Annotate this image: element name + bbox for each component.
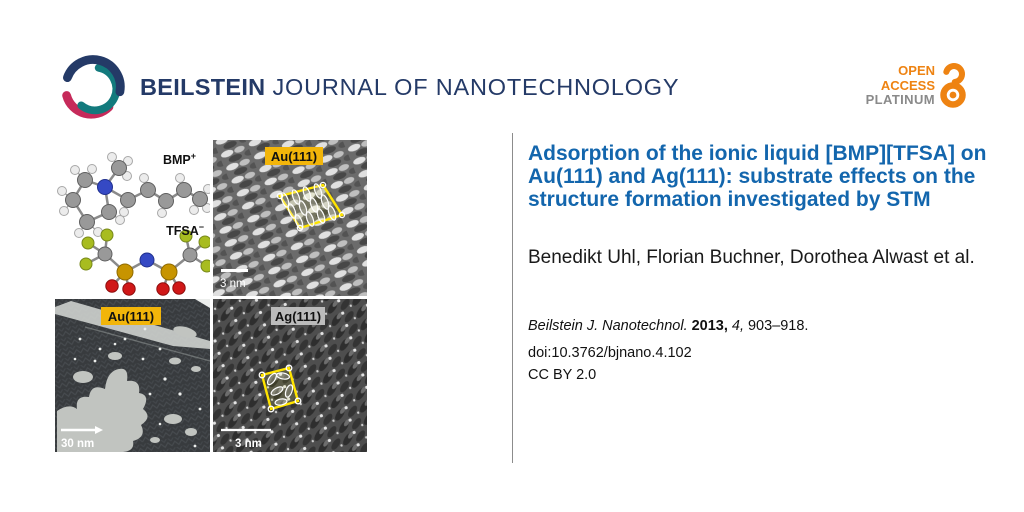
cation-charge: + <box>190 151 196 161</box>
article-license: CC BY 2.0 <box>528 367 597 383</box>
stm-label-au-overview <box>101 307 161 325</box>
vertical-divider <box>512 133 513 463</box>
open-access-line1: OPEN <box>898 63 935 78</box>
open-access-line2: ACCESS <box>880 77 935 93</box>
svg-text:3 nm: 3 nm <box>220 278 246 290</box>
cation-label <box>163 151 196 167</box>
cation-name: BMP <box>162 153 191 168</box>
citation-journal: Beilstein J. Nanotechnol. <box>528 318 688 334</box>
svg-text:Ag(111): Ag(111) <box>274 309 322 324</box>
article-doi: doi:10.3762/bjnano.4.102 <box>528 345 692 361</box>
panel-molecules <box>55 140 210 296</box>
article-title: Adsorption of the ionic liquid [BMP][TFSA] on Au(111) and Ag(111): substrate effects on the structure formation investigated by STM <box>528 142 987 211</box>
tfsa-anion-model <box>80 229 210 295</box>
open-access-lock-icon <box>938 61 968 109</box>
open-access-badge <box>815 64 935 108</box>
panel-stm-au-overview <box>55 299 210 452</box>
stm-label-ag-ordered <box>271 307 325 325</box>
journal-name-brand: BEILSTEIN <box>140 74 266 100</box>
svg-text:Au(111): Au(111) <box>107 309 155 324</box>
citation-year: 2013, <box>691 318 728 334</box>
anion-charge: − <box>198 222 204 232</box>
article-citation <box>528 318 812 334</box>
anion-name: TFSA <box>166 224 199 239</box>
anion-label <box>166 222 204 238</box>
journal-name <box>140 74 679 101</box>
panel-stm-ag-ordered <box>213 299 367 452</box>
panel-stm-au-ordered <box>213 140 367 296</box>
citation-volume: 4, <box>731 318 744 334</box>
beilstein-swirl-logo-icon <box>56 50 130 124</box>
open-access-line3: PLATINUM <box>865 92 935 107</box>
stm-label-au-ordered <box>265 147 323 165</box>
graphical-abstract-figure <box>55 140 367 452</box>
svg-text:30 nm: 30 nm <box>61 438 95 450</box>
svg-text:3 nm: 3 nm <box>235 438 262 450</box>
article-authors: Benedikt Uhl, Florian Buchner, Dorothea Alwast et al. <box>528 247 975 268</box>
svg-text:Au(111): Au(111) <box>270 149 318 164</box>
journal-name-rest: JOURNAL OF NANOTECHNOLOGY <box>272 74 680 100</box>
citation-pages: 903–918. <box>747 318 809 334</box>
